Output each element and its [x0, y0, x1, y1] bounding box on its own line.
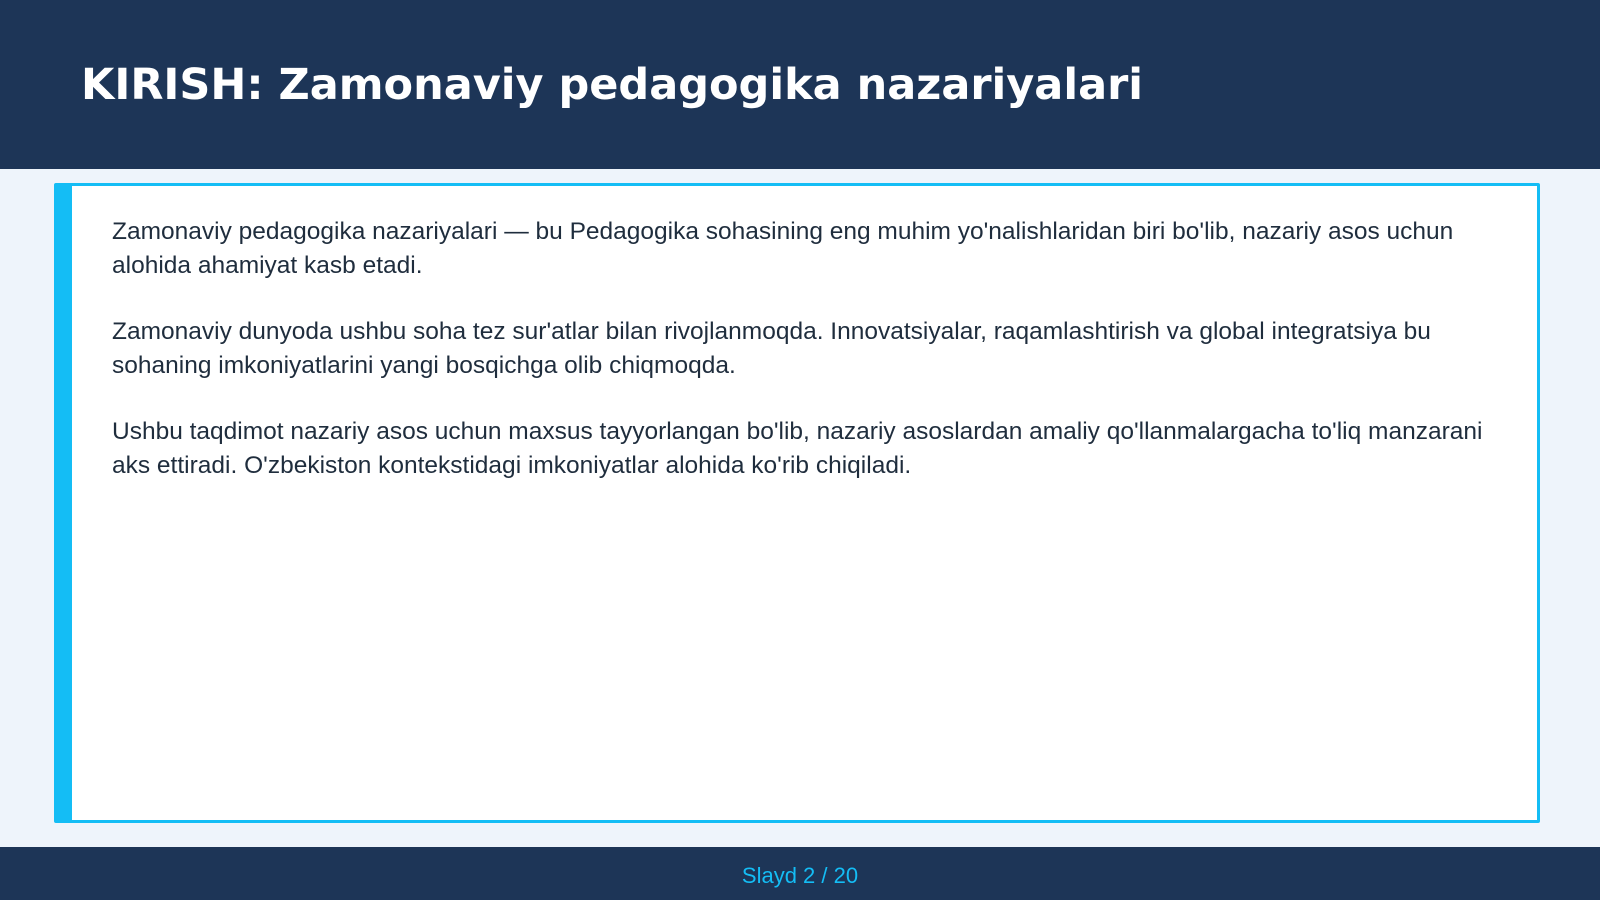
slide-header — [0, 0, 1600, 169]
content-card — [54, 183, 1540, 823]
slide-page-number: Slayd 2 / 20 — [741, 863, 859, 888]
presentation-purpose-paragraph: Ushbu taqdimot nazariy asos uchun maxsus tayyorlangan bo'lib, nazariy asoslardan amaliy qo'llanmalargacha to'liq manzarani aks ettiradi. O'zbekiston kontekstidagi imkoniyatlar alohida ko'rib chiqiladi. — [112, 418, 1483, 479]
content-text — [112, 215, 1507, 515]
intro-paragraph: Zamonaviy pedagogika nazariyalari — bu Pedagogika sohasining eng muhim yo'nalishlaridan biri bo'lib, nazariy asos uchun alohida ahamiyat kasb etadi. — [112, 218, 1454, 279]
slide-title: KIRISH: Zamonaviy pedagogika nazariyalari — [81, 60, 1144, 110]
development-paragraph: Zamonaviy dunyoda ushbu soha tez sur'atlar bilan rivojlanmoqda. Innovatsiyalar, raqamlashtirish va global integratsiya bu sohaning imkoniyatlarini yangi bosqichga olib chiqmoqda. — [112, 318, 1431, 379]
slide-footer — [0, 847, 1600, 900]
